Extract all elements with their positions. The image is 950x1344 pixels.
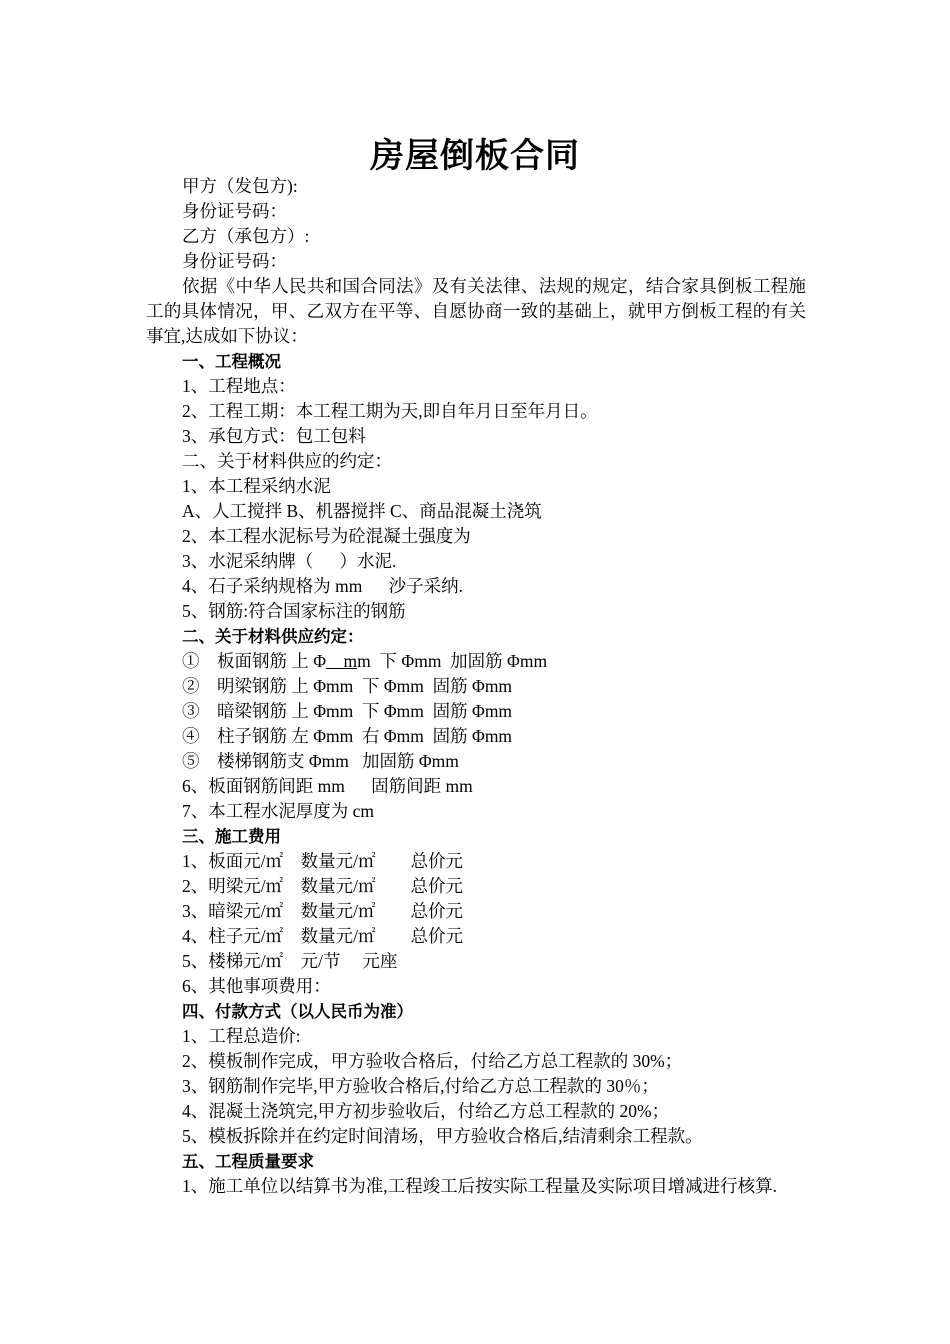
section-3-item: 7、本工程水泥厚度为 cm bbox=[182, 801, 375, 821]
section-3-item: ⑤ 楼梯钢筋支 Φmm 加固筋 Φmm bbox=[182, 751, 459, 771]
section-3-item: ② 明梁钢筋 上 Φmm 下 Φmm 固筋 Φmm bbox=[182, 676, 513, 696]
document-title: 房屋倒板合同 bbox=[370, 136, 580, 176]
section-3-item: ④ 柱子钢筋 左 Φmm 右 Φmm 固筋 Φmm bbox=[182, 726, 513, 746]
section-4-item: 2、明梁元/㎡ 数量元/㎡ 总价元 bbox=[182, 876, 463, 896]
section-2-item: 1、本工程采纳水泥 bbox=[182, 476, 331, 496]
section-5-item: 2、模板制作完成，甲方验收合格后，付给乙方总工程款的 30%； bbox=[182, 1051, 683, 1071]
section-2-item: A、人工搅拌 B、机器搅拌 C、商品混凝土浇筑 bbox=[182, 501, 542, 521]
section-4-item: 6、其他事项费用： bbox=[182, 976, 331, 996]
section-1-item: 3、承包方式：包工包料 bbox=[182, 426, 366, 446]
party-a-line: 甲方（发包方): bbox=[182, 176, 298, 196]
section-2-item: 3、水泥采纳牌（ ）水泥. bbox=[182, 551, 397, 571]
section-2-item: 5、钢筋:符合国家标注的钢筋 bbox=[182, 601, 406, 621]
section-2-item: 2、本工程水泥标号为砼混凝土强度为 bbox=[182, 526, 471, 546]
section-1-item: 2、工程工期：本工程工期为天,即自年月日至年月日。 bbox=[182, 401, 598, 421]
section-6-heading: 五、工程质量要求 bbox=[182, 1152, 314, 1171]
section-4-item: 1、板面元/㎡ 数量元/㎡ 总价元 bbox=[182, 851, 463, 871]
section-5-heading: 四、付款方式（以人民币为准） bbox=[182, 1002, 413, 1021]
document-body bbox=[146, 174, 806, 1199]
section-3-item: 6、板面钢筋间距 mm 固筋间距 mm bbox=[182, 776, 473, 796]
rebar-item-1-pre: ① 板面钢筋 上 Φ bbox=[182, 651, 327, 671]
section-5-item: 3、钢筋制作完毕,甲方验收合格后,付给乙方总工程款的 30％； bbox=[182, 1076, 659, 1096]
section-3-item: ③ 暗梁钢筋 上 Φmm 下 Φmm 固筋 Φmm bbox=[182, 701, 513, 721]
party-a-id-line: 身份证号码： bbox=[182, 201, 287, 221]
rebar-item-1 bbox=[146, 649, 806, 674]
party-b-line: 乙方（承包方）: bbox=[182, 226, 310, 246]
rebar-item-1-underlined: m bbox=[326, 651, 358, 671]
rebar-item-1-post: m 下 Φmm 加固筋 Φmm bbox=[357, 651, 548, 671]
section-6-item: 1、施工单位以结算书为准,工程竣工后按实际工程量及实际项目增减进行核算. bbox=[182, 1176, 777, 1196]
section-1-heading: 一、工程概况 bbox=[182, 352, 281, 371]
section-3-heading: 二、关于材料供应约定： bbox=[182, 627, 364, 646]
section-2-heading: 二、关于材料供应的约定： bbox=[182, 451, 392, 471]
intro-paragraph: 依据《中华人民共和国合同法》及有关法律、法规的规定，结合家具倒板工程施工的具体情况，甲、乙双方在平等、自愿协商一致的基础上，就甲方倒板工程的有关事宜,达成如下协议： bbox=[146, 276, 806, 346]
section-5-item: 5、模板拆除并在约定时间清场，甲方验收合格后,结清剩余工程款。 bbox=[182, 1126, 703, 1146]
section-4-item: 4、柱子元/㎡ 数量元/㎡ 总价元 bbox=[182, 926, 463, 946]
section-4-item: 3、暗梁元/㎡ 数量元/㎡ 总价元 bbox=[182, 901, 463, 921]
party-b-id-line: 身份证号码： bbox=[182, 251, 287, 271]
section-4-heading: 三、施工费用 bbox=[182, 827, 281, 846]
section-1-item: 1、工程地点： bbox=[182, 376, 296, 396]
section-4-item: 5、楼梯元/㎡ 元/节 元座 bbox=[182, 951, 398, 971]
section-5-item: 1、工程总造价: bbox=[182, 1026, 301, 1046]
section-2-item: 4、石子采纳规格为 mm 沙子采纳. bbox=[182, 576, 463, 596]
section-5-item: 4、混凝土浇筑完,甲方初步验收后，付给乙方总工程款的 20%； bbox=[182, 1101, 670, 1121]
